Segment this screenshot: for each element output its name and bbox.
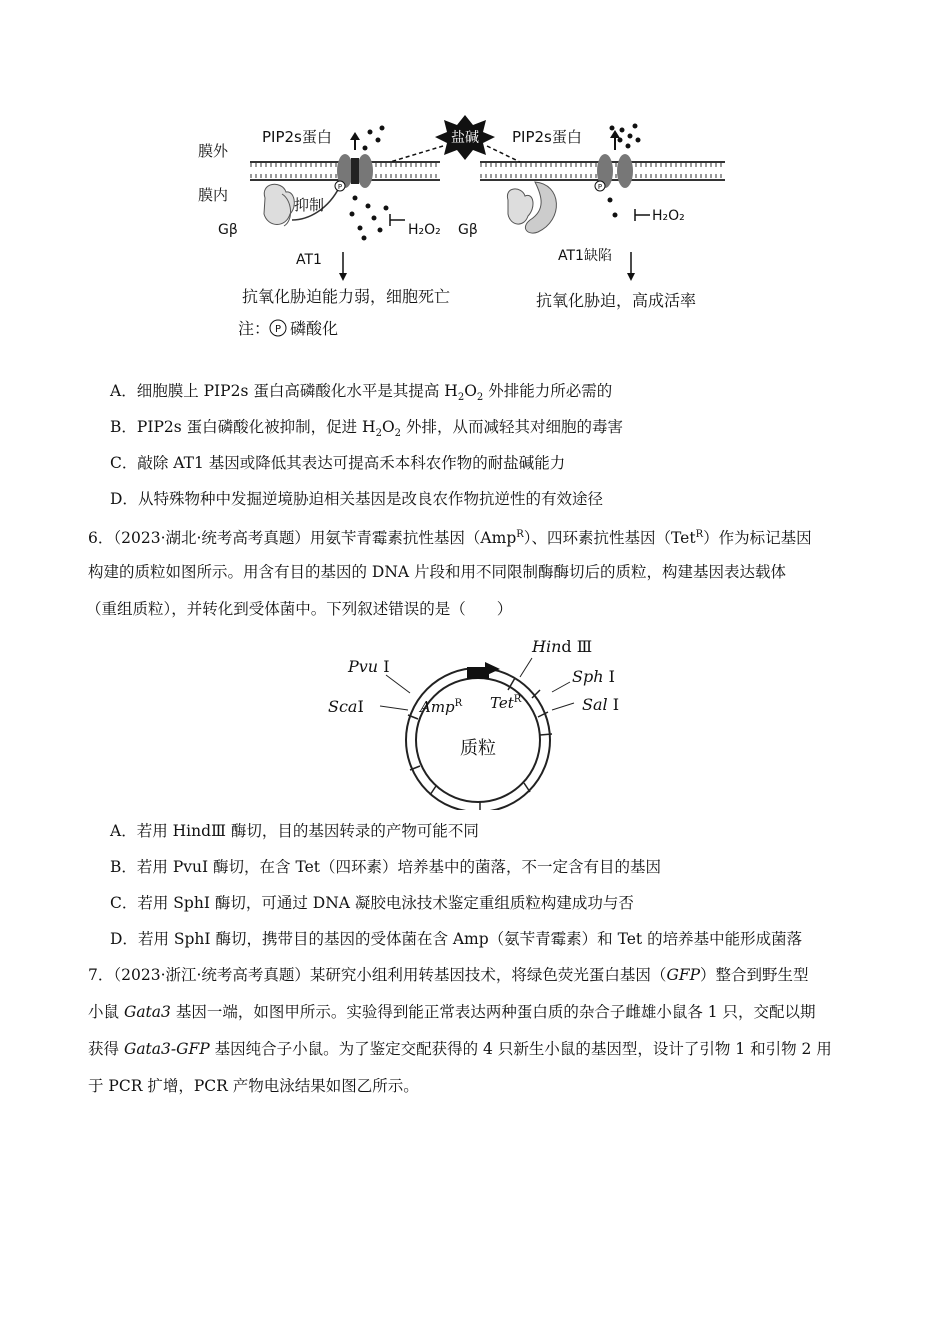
pvu-pointer	[386, 675, 410, 693]
q6-option-b: B．若用 PvuI 酶切，在含 Tet（四环素）培养基中的菌落，不一定含有目的基因	[110, 858, 662, 876]
q6-option-d: D．若用 SphI 酶切，携带目的基因的受体菌在含 Amp（氨苄青霉素）和 Tet 的培养基中能形成菌落	[110, 930, 803, 948]
pvu-label: Pvu I	[348, 657, 390, 676]
q5-option-b: B．PIP2s 蛋白磷酸化被抑制，促进 $H_2O_2$ 外排，从而减轻其对细胞的毒害	[110, 418, 623, 440]
tet-label: Tet$^R$	[490, 694, 522, 712]
gbeta-label-left: Gβ	[218, 222, 238, 238]
note-text: 磷酸化	[290, 319, 339, 338]
plasmid-center-label: 质粒	[460, 738, 496, 759]
note-label: 注：	[238, 319, 271, 338]
stress-label: 盐碱	[451, 130, 479, 146]
h2o2-label-left: H₂O₂	[408, 222, 441, 238]
plasmid-diagram	[320, 630, 640, 810]
q7-stem-line4: 于 PCR 扩增，PCR 产物电泳结果如图乙所示。	[88, 1077, 419, 1095]
q7-stem-line1: 7．（2023·浙江·统考高考真题）某研究小组利用转基因技术，将绿色荧光蛋白基因（GFP）整合到野生型	[88, 966, 809, 984]
q6-stem-line1: 6．（2023·湖北·统考高考真题）用氨苄青霉素抗性基因（Amp$^R$）、四环素抗性基因（Tet$^R$）作为标记基因	[88, 529, 812, 548]
sal-pointer	[552, 703, 574, 710]
pip-label-left: PIP2s蛋白	[262, 128, 332, 146]
q5-option-d: D．从特殊物种中发掘逆境胁迫相关基因是改良农作物抗逆性的有效途径	[110, 490, 603, 508]
sal-label: Sal I	[582, 695, 620, 714]
inhibit-label: 抑制	[294, 196, 325, 214]
sca-pointer	[380, 706, 408, 710]
q5-option-c: C．敲除 AT1 基因或降低其表达可提高禾本科农作物的耐盐碱能力	[110, 454, 566, 472]
result-left: 抗氧化胁迫能力弱，细胞死亡	[242, 287, 451, 306]
h2o2-label-right: H₂O₂	[652, 208, 685, 224]
result-right: 抗氧化胁迫，高成活率	[536, 291, 697, 310]
q6-stem-line3: （重组质粒），并转化到受体菌中。下列叙述错误的是（ ）	[86, 600, 513, 618]
pip2s-channel-left	[337, 132, 373, 188]
svg-text:P: P	[337, 183, 343, 191]
pip-label-right: PIP2s蛋白	[512, 128, 582, 146]
gbeta-at1-right	[507, 181, 605, 233]
inside-label: 膜内	[198, 186, 229, 204]
q6-option-a: A．若用 HindⅢ 酶切，目的基因转录的产物可能不同	[110, 822, 479, 840]
at1-label-right: AT1缺陷	[558, 248, 612, 264]
q6-stem-line2: 构建的质粒如图所示。用含有目的基因的 DNA 片段和用不同限制酶酶切后的质粒，构建基因表达载体	[88, 563, 787, 581]
sph-label: Sph I	[572, 667, 615, 686]
hind-pointer	[520, 658, 532, 677]
q7-stem-line3: 获得 Gata3-GFP 基因纯合子小鼠。为了鉴定交配获得的 4 只新生小鼠的基因型，设计了引物 1 和引物 2 用	[88, 1040, 832, 1058]
hind-label: Hind Ⅲ	[532, 637, 593, 656]
outside-label: 膜外	[198, 142, 229, 160]
svg-text:P: P	[597, 183, 603, 191]
sph-pointer	[552, 682, 570, 692]
sca-label: ScaI	[328, 697, 364, 716]
phospho-symbol-text: P	[274, 324, 282, 335]
at1-label-left: AT1	[296, 252, 322, 268]
amp-label: Amp$^R$	[420, 698, 463, 716]
q5-option-a: A．细胞膜上 PIP2s 蛋白高磷酸化水平是其提高 $H_2O_2$ 外排能力所必需的	[110, 382, 613, 404]
down-arrow-left	[339, 252, 347, 281]
q6-option-c: C．若用 SphI 酶切，可通过 DNA 凝胶电泳技术鉴定重组质粒构建成功与否	[110, 894, 634, 912]
membrane-diagram	[190, 110, 750, 350]
gbeta-label-right: Gβ	[458, 222, 478, 238]
q7-stem-line2: 小鼠 Gata3 基因一端，如图甲所示。实验得到能正常表达两种蛋白质的杂合子雌雄小鼠各 1 只，交配以期	[88, 1003, 816, 1021]
down-arrow-right	[627, 252, 635, 281]
